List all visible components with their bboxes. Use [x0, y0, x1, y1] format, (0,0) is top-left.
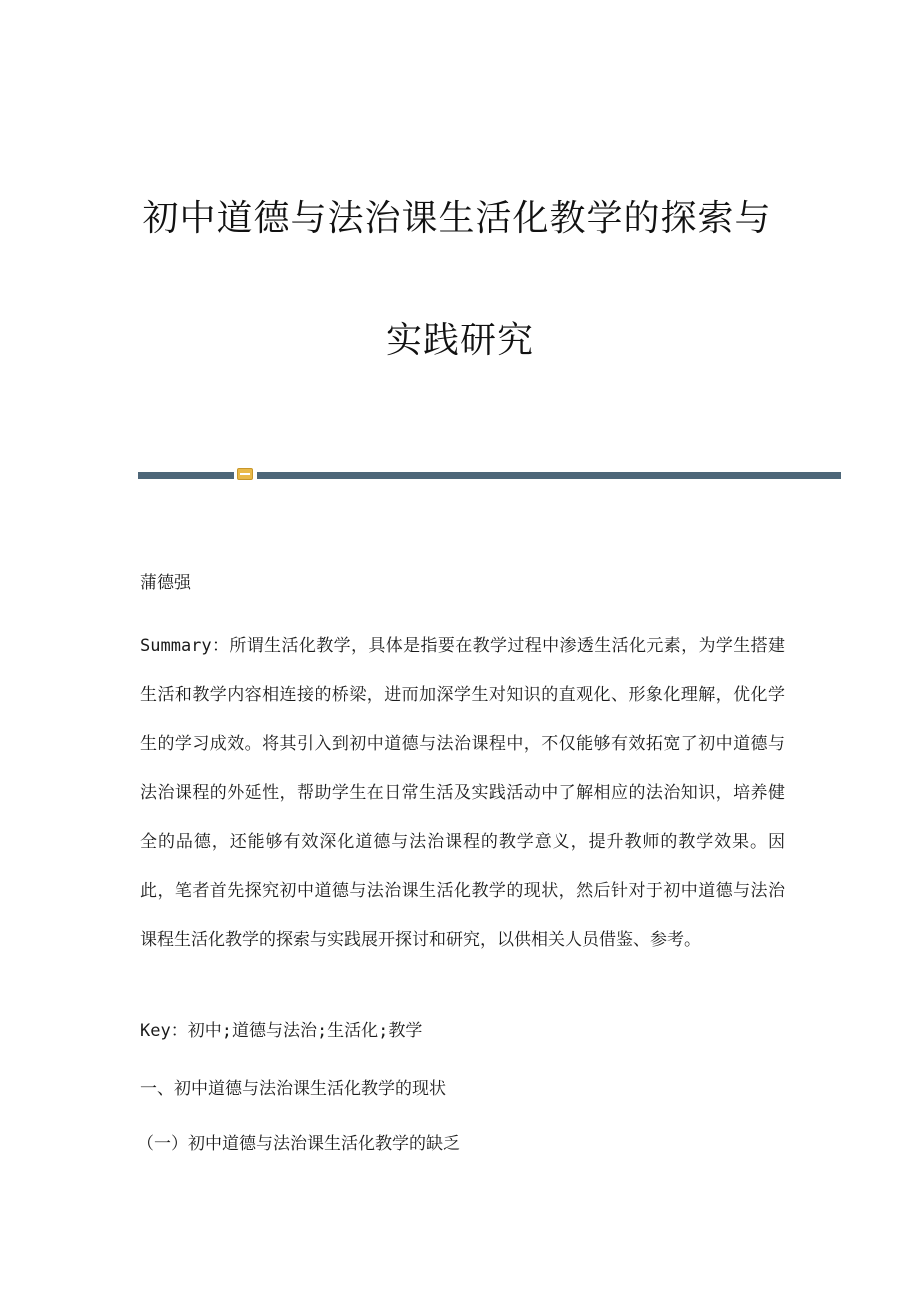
divider-left-bar	[138, 472, 234, 479]
keywords-line: Key：初中;道德与法治;生活化;教学	[140, 1021, 423, 1041]
author-name: 蒲德强	[140, 573, 191, 593]
document-title-line-2: 实践研究	[385, 320, 534, 361]
document-title-line-1: 初中道德与法治课生活化教学的探索与	[142, 198, 772, 239]
section-heading: 一、初中道德与法治课生活化教学的现状	[140, 1079, 446, 1099]
summary-paragraph: Summary：所谓生活化教学，具体是指要在教学过程中渗透生活化元素，为学生搭建生活和教学内容相连接的桥梁，进而加深学生对知识的直观化、形象化理解，优化学生的学习成效。将其引入到初中道德与法治课程中，不仅能够有效拓宽了初中道德与法治课程的外延性，帮助学生在日常生活及实践活动中了解相应的法治知识，培养健全的品德，还能够有效深化道德与法治课程的教学意义，提升教师的教学效果。因此，笔者首先探究初中道德与法治课生活化教学的现状，然后针对于初中道德与法治课程生活化教学的探索与实践展开探讨和研究，以供相关人员借鉴、参考。	[140, 636, 785, 950]
divider-emblem-icon	[237, 468, 253, 480]
subsection-heading: （一）初中道德与法治课生活化教学的缺乏	[137, 1134, 460, 1154]
title-divider	[138, 468, 841, 482]
divider-right-bar	[257, 472, 841, 479]
